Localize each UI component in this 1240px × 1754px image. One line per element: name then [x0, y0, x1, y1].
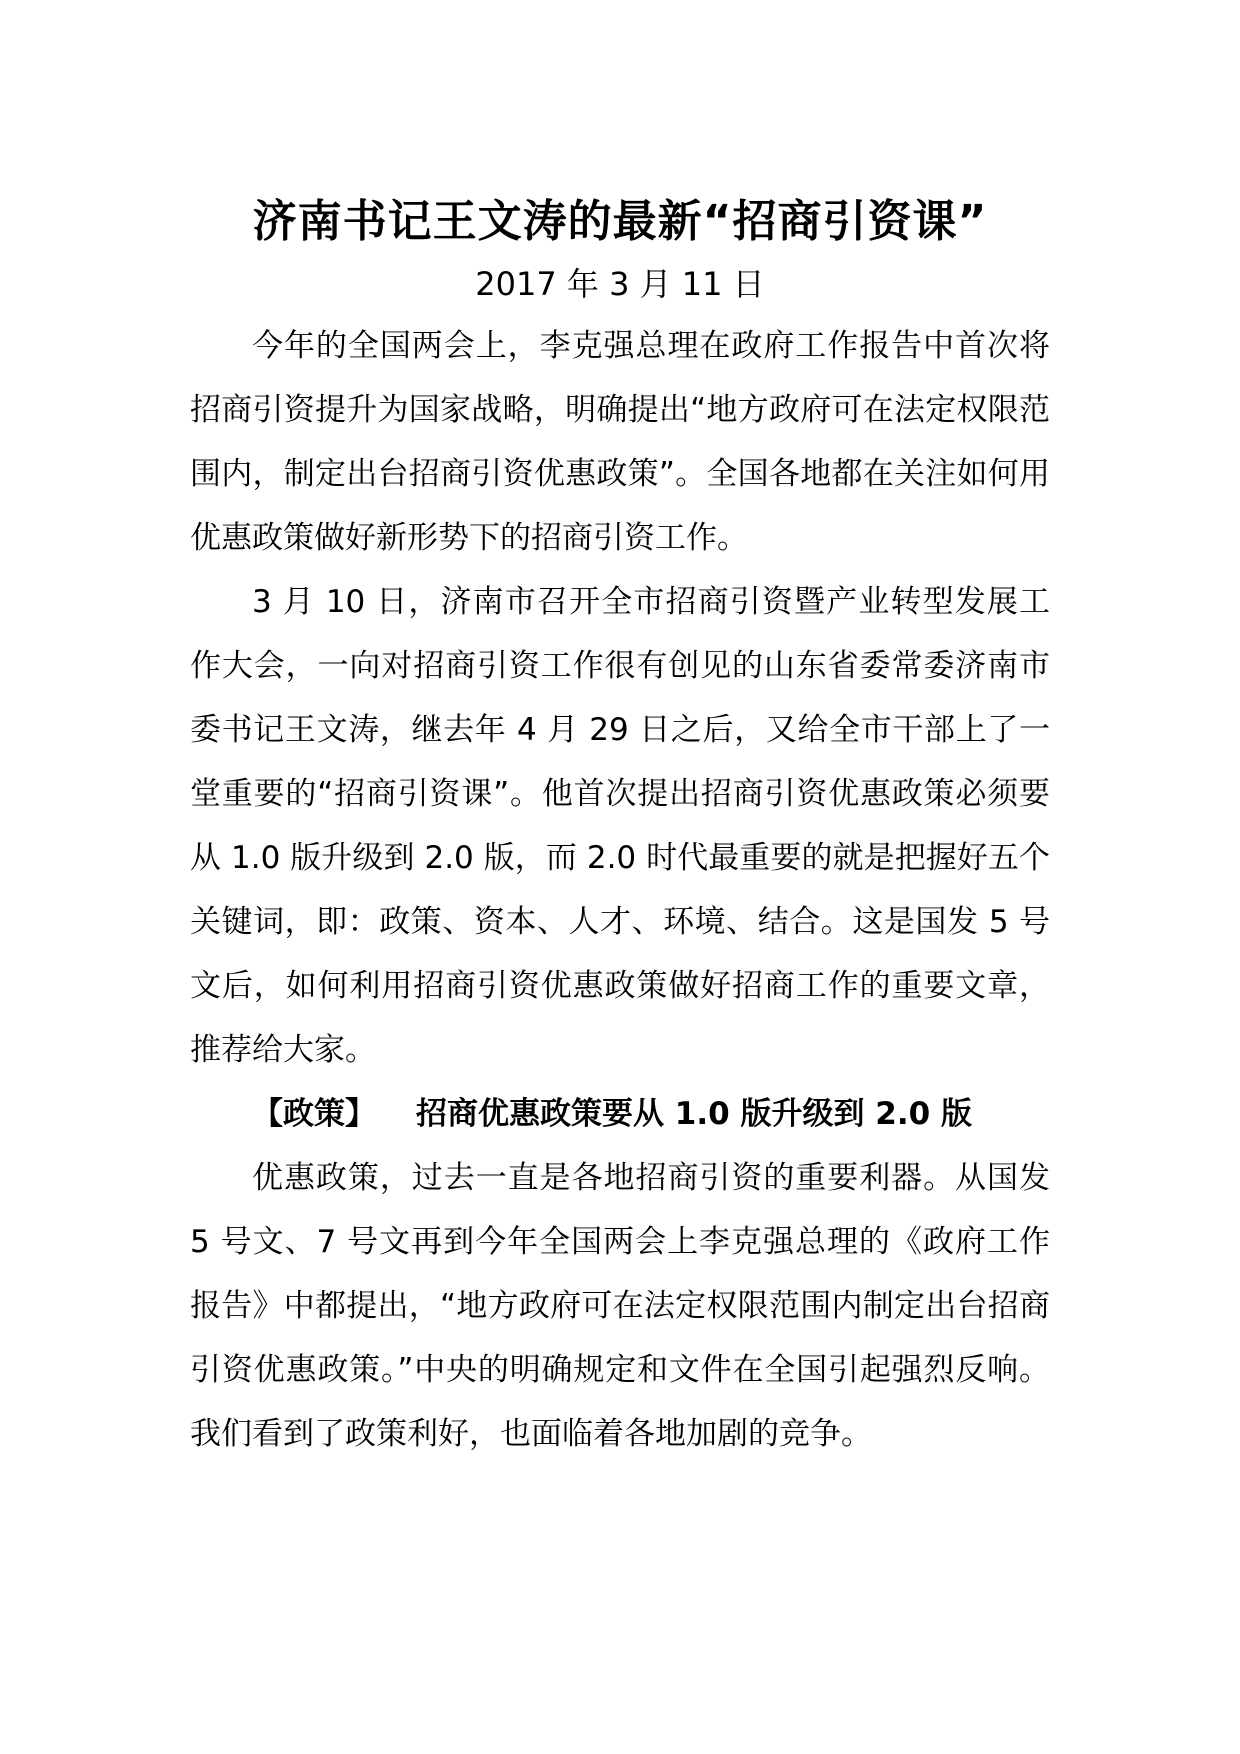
section-heading-text: 招商优惠政策要从 1.0 版升级到 2.0 版 — [416, 1096, 973, 1132]
section-tag: 【政策】 — [252, 1096, 376, 1132]
intro-paragraph: 今年的全国两会上，李克强总理在政府工作报告中首次将招商引资提升为国家战略，明确提出“地方政府可在法定权限范围内，制定出台招商引资优惠政策”。全国各地都在关注如何用优惠政策做好新形势下的招商引资工作。 — [190, 328, 1050, 556]
section-heading — [190, 1082, 1050, 1146]
document-date: 2017 年 3 月 11 日 — [475, 265, 765, 303]
body-paragraph: 3 月 10 日，济南市召开全市招商引资暨产业转型发展工作大会，一向对招商引资工作很有创见的山东省委常委济南市委书记王文涛，继去年 4 月 29 日之后，又给全市干部上了一堂重要的“招商引资课”。他首次提出招商引资优惠政策必须要从 1.0 版升级到 2.0 版，而 2.0 时代最重要的就是把握好五个关键词，即：政策、资本、人才、环境、结合。这是国发 5 号文后，如何利用招商引资优惠政策做好招商工作的重要文章，推荐给大家。 — [190, 584, 1050, 1068]
document-title: 济南书记王文涛的最新“招商引资课” — [252, 196, 988, 247]
section-paragraph: 优惠政策，过去一直是各地招商引资的重要利器。从国发 5 号文、7 号文再到今年全国两会上李克强总理的《政府工作报告》中都提出，“地方政府可在法定权限范围内制定出台招商引资优惠政策。”中央的明确规定和文件在全国引起强烈反响。我们看到了政策利好，也面临着各地加剧的竞争。 — [190, 1160, 1050, 1452]
